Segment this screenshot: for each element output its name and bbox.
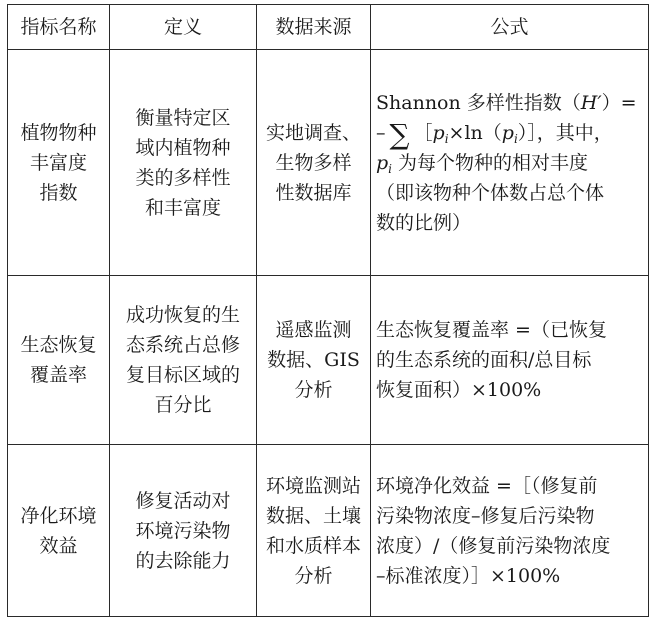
cell-definition xyxy=(110,50,257,276)
cell-definition xyxy=(110,445,257,617)
formula-line: 浓度）/（修复前污染物浓度 xyxy=(376,534,611,557)
cell-line: 复目标区域的 xyxy=(125,364,240,387)
cell-line: 性数据库 xyxy=(275,181,352,204)
cell-line: 数据、土壤 xyxy=(265,504,361,527)
formula-variable: p xyxy=(432,121,445,144)
cell-line: 覆盖率 xyxy=(29,364,87,387)
cell-line: 指数 xyxy=(39,181,78,204)
cell-line: 成功恢复的生 xyxy=(125,304,240,327)
sum-symbol: ∑ xyxy=(389,117,410,151)
cell-source xyxy=(257,275,371,445)
cell-line: 数据、GIS xyxy=(267,349,360,372)
cell-source xyxy=(257,50,371,276)
cell-line: 遥感监测 xyxy=(275,319,352,342)
cell-line: 和丰富度 xyxy=(144,196,221,219)
cell-name xyxy=(8,445,110,617)
cell-line: 植物物种 xyxy=(20,121,97,144)
cell-line: 和水质样本 xyxy=(265,534,361,557)
table-row xyxy=(8,445,649,617)
formula-text: – xyxy=(376,121,386,144)
cell-line: 衡量特定区 xyxy=(135,106,231,129)
table-row xyxy=(8,275,649,445)
formula-line: –标准浓度）］×100% xyxy=(376,564,561,587)
cell-line: 环境监测站 xyxy=(265,474,361,497)
formula-line xyxy=(376,117,643,151)
formula-line xyxy=(376,88,643,118)
cell-line: 丰富度 xyxy=(29,151,87,174)
formula-line: 数的比例） xyxy=(376,211,472,234)
cell-line: 百分比 xyxy=(154,394,212,417)
formula-subscript: i xyxy=(388,161,393,176)
formula-text: ×ln（ xyxy=(448,121,502,144)
formula-line: 环境净化效益 =［（修复前 xyxy=(376,474,598,497)
formula-subscript: i xyxy=(444,131,449,146)
cell-line: 分析 xyxy=(294,564,333,587)
cell-name xyxy=(8,275,110,445)
cell-line: 生态恢复 xyxy=(20,334,97,357)
cell-formula xyxy=(371,445,649,617)
header-definition: 定义 xyxy=(110,5,257,50)
formula-subscript: i xyxy=(513,131,518,146)
header-source: 数据来源 xyxy=(257,5,371,50)
formula-line: 污染物浓度–修复后污染物 xyxy=(376,504,595,527)
cell-source xyxy=(257,445,371,617)
cell-line: 域内植物种 xyxy=(135,136,231,159)
formula-text: ［ xyxy=(413,121,433,144)
formula-text: ）］，其中， xyxy=(517,121,613,144)
formula-text: 为每个物种的相对丰度 xyxy=(392,151,589,174)
cell-definition xyxy=(110,275,257,445)
cell-line: 生物多样 xyxy=(275,151,352,174)
formula-line: （即该物种个体数占总个体 xyxy=(376,181,605,204)
cell-line: 态系统占总修 xyxy=(125,334,240,357)
cell-line: 修复活动对 xyxy=(135,489,231,512)
formula-variable: p xyxy=(501,121,514,144)
formula-line xyxy=(376,148,643,178)
header-row xyxy=(8,5,649,50)
cell-formula xyxy=(371,50,649,276)
cell-line: 实地调查、 xyxy=(265,121,361,144)
cell-line: 环境污染物 xyxy=(135,519,231,542)
cell-line: 分析 xyxy=(294,379,333,402)
cell-line: 净化环境 xyxy=(20,504,97,527)
cell-line: 的去除能力 xyxy=(135,549,231,572)
formula-text: ）= xyxy=(601,91,637,114)
cell-name xyxy=(8,50,110,276)
indicator-table xyxy=(7,4,649,617)
cell-line: 效益 xyxy=(39,534,78,557)
header-name: 指标名称 xyxy=(8,5,110,50)
formula-variable: H′ xyxy=(580,91,602,114)
formula-line: 恢复面积）×100% xyxy=(376,379,542,402)
formula-variable: p xyxy=(376,151,389,174)
cell-line: 类的多样性 xyxy=(135,166,231,189)
formula-line: 生态恢复覆盖率 =（已恢复 xyxy=(376,319,607,342)
formula-line: 的生态系统的面积/总目标 xyxy=(376,349,592,372)
formula-text: Shannon 多样性指数（ xyxy=(376,91,581,114)
header-formula: 公式 xyxy=(371,5,649,50)
table-row xyxy=(8,50,649,276)
cell-formula xyxy=(371,275,649,445)
